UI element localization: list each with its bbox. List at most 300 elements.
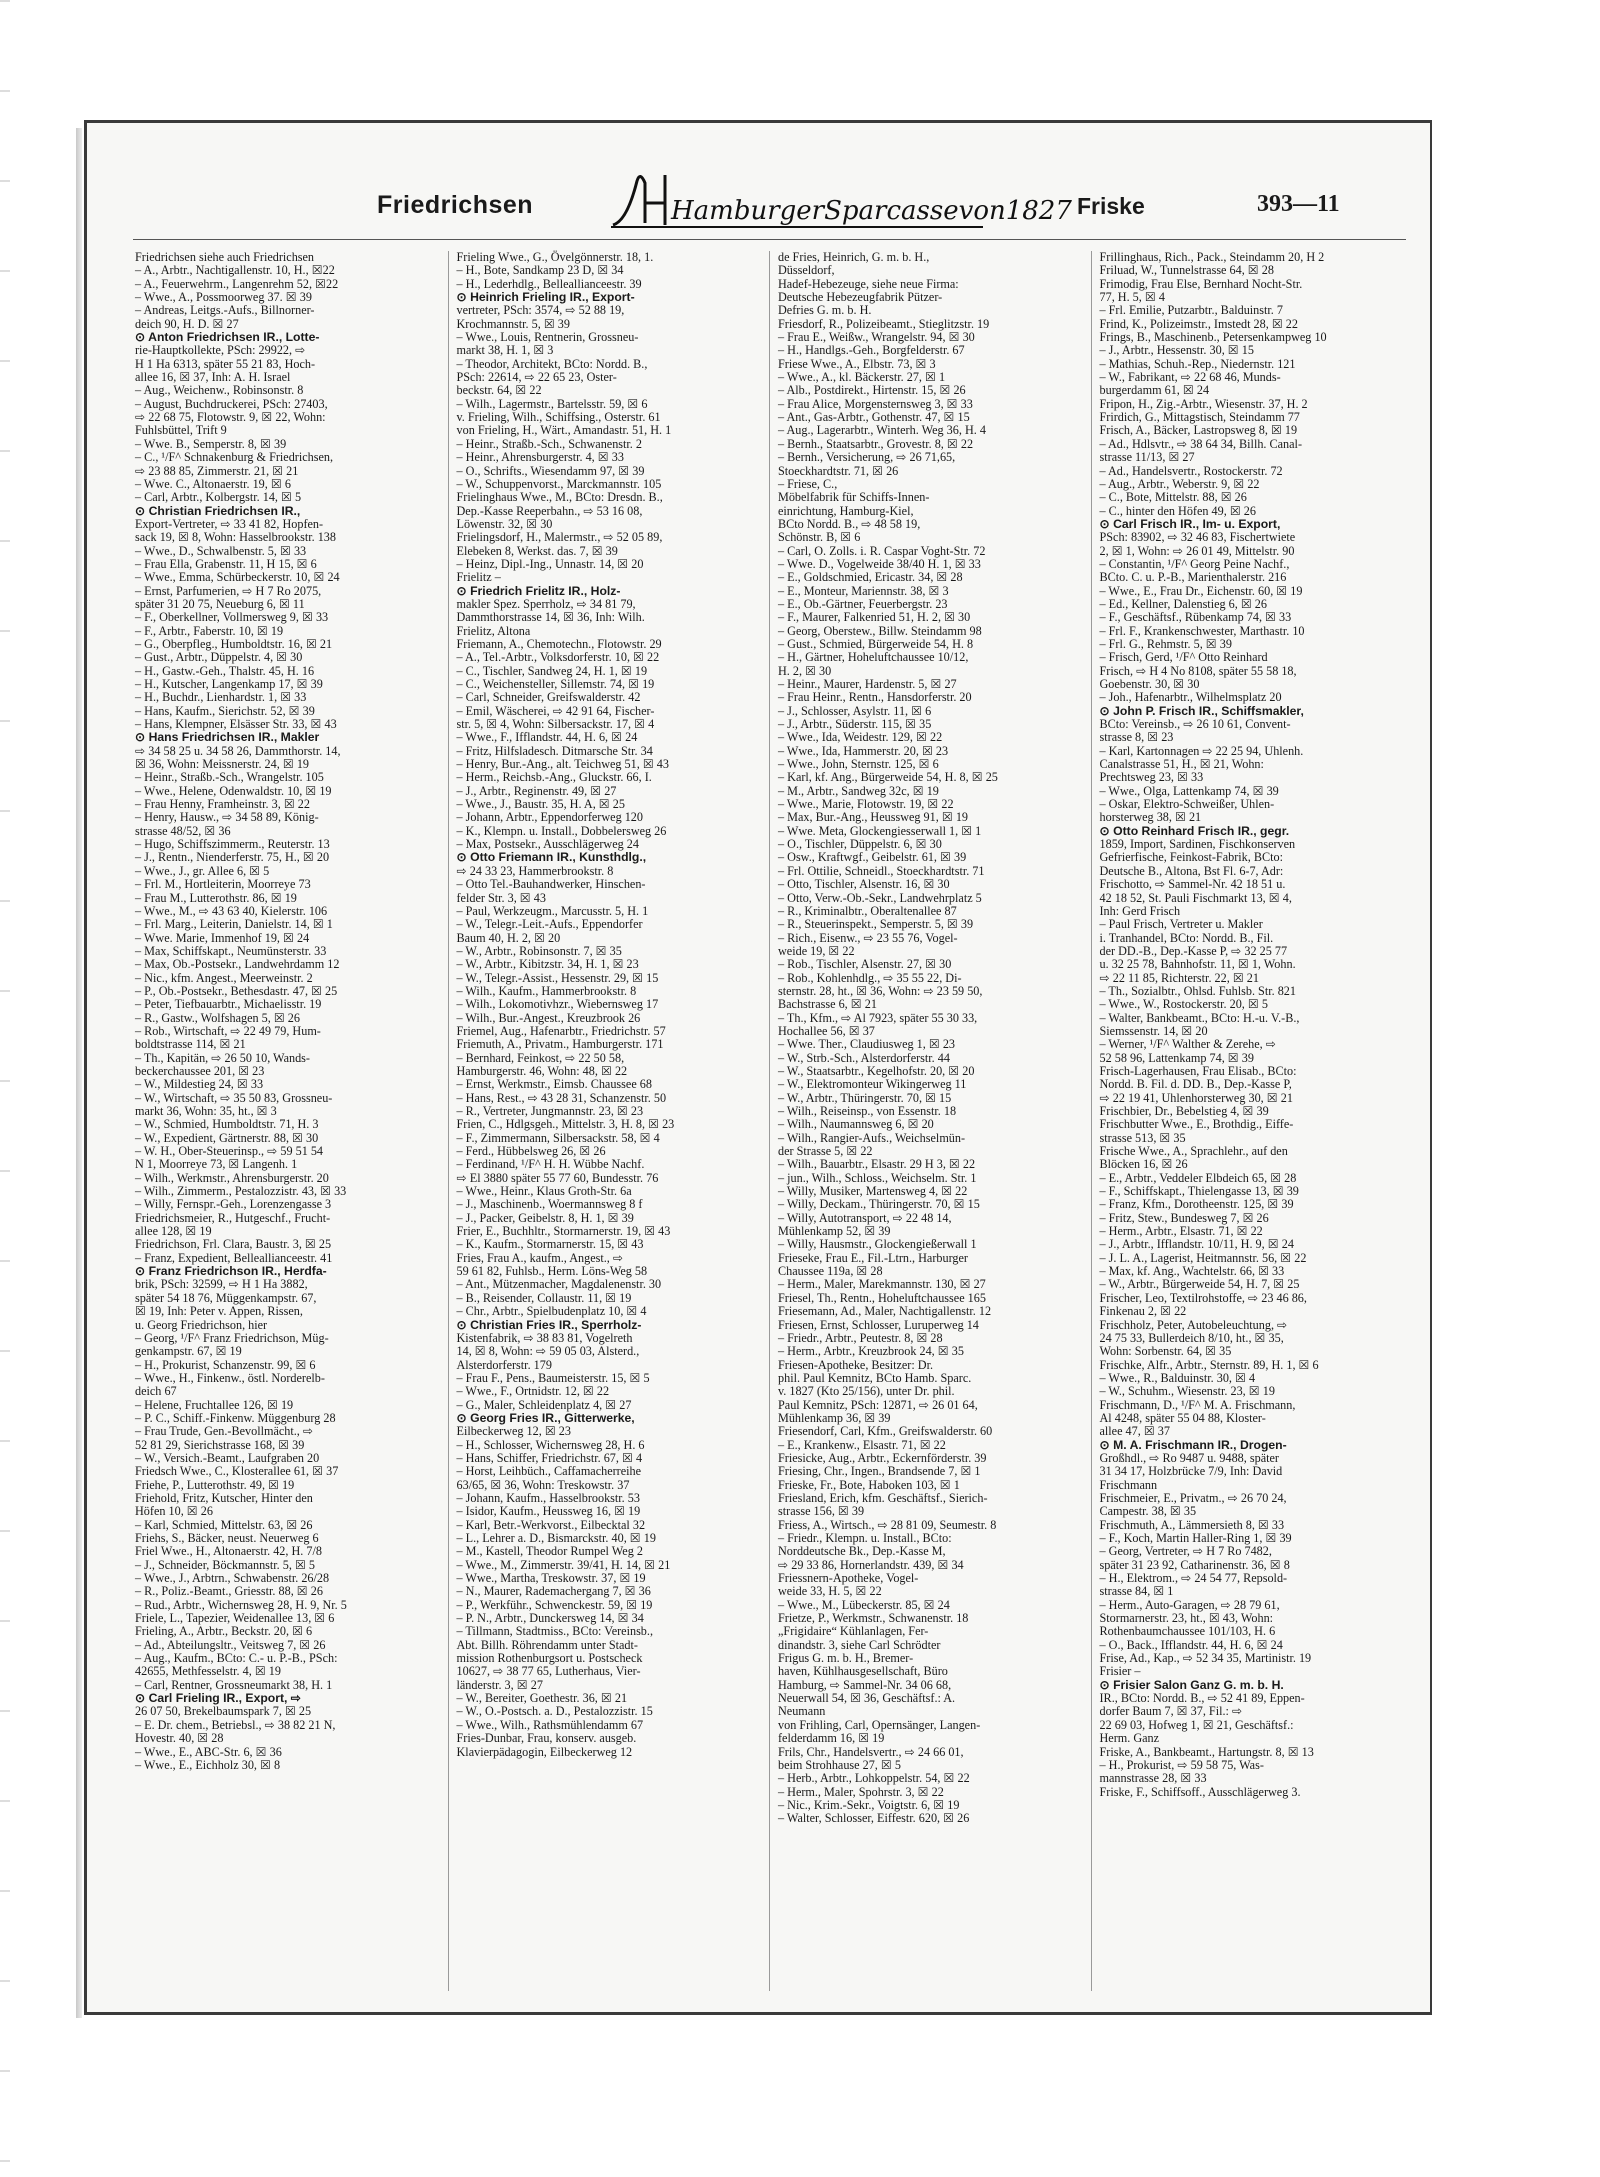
- directory-entry-line: – Frau Heinr., Rentn., Hansdorferstr. 20: [778, 690, 972, 705]
- directory-entry-line: 10627, ⇨ 38 77 65, Lutherhaus, Vier-: [456, 1664, 641, 1679]
- directory-entry-line: – Wilh., Kaufm., Hammerbrookstr. 8: [456, 983, 637, 998]
- directory-entry-line: Friele, L., Tapezier, Weidenallee 13, ☒ 6: [135, 1611, 335, 1626]
- directory-entry-line: – Wilh., Lokomotivhzr., Wiebernsweg 17: [456, 997, 659, 1012]
- directory-entry-line: Friesendorf, Carl, Kfm., Greifswalderstr. 60: [778, 1424, 993, 1439]
- directory-entry-line: – W., Wirtschaft, ⇨ 35 50 83, Grossneu-: [135, 1090, 333, 1105]
- directory-entry-line: Fuhlsbüttel, Trift 9: [135, 423, 227, 438]
- directory-entry-line: – Wwe., F., Ortnidstr. 12, ☒ 22: [456, 1384, 610, 1399]
- directory-entry-line: – Gust., Schmied, Bürgerweide 54, H. 8: [778, 636, 974, 651]
- directory-entry-line: Hadef-Hebezeuge, siehe neue Firma:: [778, 276, 959, 291]
- directory-entry-line: Friess, A., Wirtsch., ⇨ 28 81 09, Seumestr. 8: [778, 1517, 997, 1532]
- directory-entry-line: – Wwe., W., Rostockerstr. 20, ☒ 5: [1099, 997, 1268, 1012]
- directory-entry-line: dorfer Baum 7, ☒ 37, Fil.: ⇨: [1099, 1704, 1243, 1719]
- directory-entry-line: Mühlenkamp 52, ☒ 39: [778, 1224, 891, 1239]
- directory-entry-line: – J., Schlosser, Asylstr. 11, ☒ 6: [778, 703, 932, 718]
- directory-entry-line: – Wwe., Louis, Rentnerin, Grossneu-: [456, 330, 639, 345]
- directory-entry-line: Frillinghaus, Rich., Pack., Steindamm 20, H 2: [1099, 250, 1325, 264]
- directory-entry-line: – W. H., Ober-Steuerinsp., ⇨ 59 51 54: [135, 1144, 324, 1159]
- directory-entry-line: – Heinr., Straßb.-Sch., Schwanenstr. 2: [456, 436, 642, 451]
- directory-entry-line: – Bernhard, Feinkost, ⇨ 22 50 58,: [456, 1050, 625, 1065]
- directory-entry-line: – Wilh., Bauarbtr., Elsastr. 29 H 3, ☒ 22: [778, 1157, 976, 1172]
- directory-entry-line: 2, ☒ 1, Wohn: ⇨ 26 01 49, Mittelstr. 90: [1099, 543, 1295, 558]
- directory-entry-line: – Frl. Marg., Leiterin, Danielstr. 14, ☒ 1: [135, 917, 333, 932]
- directory-entry-line: Frisch, A., Bäcker, Lastropsweg 8, ☒ 19: [1099, 423, 1298, 438]
- directory-entry-line: – Fritz, Hilfsladesch. Ditmarsche Str. 34: [456, 743, 653, 758]
- directory-entry-line: Frischholz, Peter, Autobeleuchtung, ⇨: [1099, 1317, 1288, 1332]
- directory-entry-line: Friesicke, Aug., Arbtr., Eckernförderstr. 39: [778, 1450, 987, 1465]
- directory-entry-line: – Ad., Hdlsvtr., ⇨ 38 64 34, Billh. Canal-: [1099, 436, 1303, 451]
- directory-entry-line: Friedrichsmeier, R., Hutgeschf., Frucht-: [135, 1210, 331, 1225]
- directory-entry-line: Friesel, Th., Rentn., Hoheluftchaussee 165: [778, 1290, 986, 1305]
- directory-entry-line: – Hans, Kaufm., Sierichstr. 52, ☒ 39: [135, 703, 315, 718]
- directory-entry-line: Prechtsweg 23, ☒ 33: [1099, 770, 1204, 785]
- directory-entry-line: Friese Wwe., A., Elbstr. 73, ☒ 3: [778, 356, 936, 371]
- directory-entry-line: Elebeken 8, Werkst. das. 7, ☒ 39: [456, 543, 618, 558]
- directory-entry-line: – O., Schrifts., Wiesendamm 97, ☒ 39: [456, 463, 645, 478]
- directory-entry-line: – J., Arbtr., Hessenstr. 30, ☒ 15: [1099, 343, 1254, 358]
- directory-entry-line: – Alb., Postdirekt., Hirtenstr. 15, ☒ 26: [778, 383, 966, 398]
- directory-entry-line: horsterweg 38, ☒ 21: [1099, 810, 1202, 825]
- directory-entry-line: Fries, Frau A., kaufm., Angest., ⇨: [456, 1250, 624, 1265]
- directory-entry-line: – Otto, Tischler, Alsenstr. 16, ☒ 30: [778, 877, 950, 892]
- directory-entry-line: – Hans, Schiffer, Friedrichstr. 67, ☒ 4: [456, 1450, 643, 1465]
- directory-entry-line: – Werner, ¹/F^ Walther & Zerehe, ⇨: [1099, 1037, 1276, 1052]
- directory-entry-line: allee 47, ☒ 37: [1099, 1424, 1170, 1439]
- directory-entry-line: ⇨ 29 33 86, Hornerlandstr. 439, ☒ 34: [778, 1557, 964, 1572]
- directory-entry-line: Alsterdorferstr. 179: [456, 1357, 552, 1372]
- directory-entry-line: – P. C., Schiff.-Finkenw. Müggenburg 28: [135, 1410, 336, 1425]
- directory-entry-line: Frieling Wwe., G., Övelgönnerstr. 18, 1.: [456, 250, 654, 264]
- directory-entry-line: – Georg, ¹/F^ Franz Friedrichson, Müg-: [135, 1330, 329, 1345]
- directory-entry-line: – Karl, Betr.-Werkvorst., Eilbecktal 32: [456, 1517, 646, 1532]
- directory-entry-line: – Herm., Auto-Garagen, ⇨ 28 79 61,: [1099, 1597, 1280, 1612]
- directory-entry-line: beim Strohhause 27, ☒ 5: [778, 1757, 901, 1772]
- directory-page: [84, 120, 1432, 2015]
- directory-entry-line: 22 69 03, Hofweg 1, ☒ 21, Geschäftsf.:: [1099, 1717, 1294, 1732]
- directory-entry-line: ⊙ Christian Fries IR., Sperrholz-: [456, 1317, 642, 1332]
- directory-entry-line: Frimodig, Frau Else, Bernhard Nocht-Str.: [1099, 276, 1303, 291]
- directory-entry-line: Paul Kemnitz, PSch: 12871, ⇨ 26 01 64,: [778, 1397, 978, 1412]
- directory-entry-line: Dammthorstrasse 14, ☒ 36, Inh: Wilh.: [456, 610, 645, 625]
- directory-entry-line: – H., Lederhdlg., Belleallianceestr. 39: [456, 276, 642, 291]
- directory-entry-line: i. Tranhandel, BCto: Nordd. B., Fil.: [1099, 930, 1274, 945]
- directory-entry-line: haven, Kühlhausgesellschaft, Büro: [778, 1664, 948, 1679]
- directory-entry-line: Schönstr. B, ☒ 6: [778, 530, 861, 545]
- directory-entry-line: Frischbutter Wwe., E., Brothdig., Eiffe-: [1099, 1117, 1294, 1132]
- directory-entry-line: 77, H. 5, ☒ 4: [1099, 290, 1165, 305]
- directory-entry-line: Frieseke, Frau E., Fil.-Ltrn., Harburger: [778, 1250, 968, 1265]
- directory-entry-line: – W., Schuhm., Wiesenstr. 23, ☒ 19: [1099, 1384, 1275, 1399]
- directory-entry-line: rie-Hauptkollekte, PSch: 29922, ⇨: [135, 343, 306, 358]
- directory-entry-line: – W., Mildestieg 24, ☒ 33: [135, 1077, 264, 1092]
- directory-entry-line: von Frihling, Carl, Opernsänger, Langen-: [778, 1717, 981, 1732]
- directory-entry-line: ⇨ 22 19 41, Uhlenhorsterweg 30, ☒ 21: [1099, 1090, 1293, 1105]
- directory-entry-line: Friemel, Aug., Hafenarbtr., Friedrichstr. 57: [456, 1023, 666, 1038]
- directory-entry-line: – Wwe. Ther., Claudiusweg 1, ☒ 23: [778, 1037, 956, 1052]
- directory-entry-line: – W., Staatsarbtr., Kegelhofstr. 20, ☒ 20: [778, 1063, 975, 1078]
- directory-entry-line: BCto: Vereinsb., ⇨ 26 10 61, Convent-: [1099, 717, 1291, 732]
- directory-entry-line: 52 81 29, Sierichstrasse 168, ☒ 39: [135, 1437, 305, 1452]
- directory-entry-line: ⊙ Franz Friedrichson IR., Herdfa-: [135, 1264, 327, 1279]
- directory-entry-line: – Herm., Arbtr., Kreuzbrook 24, ☒ 35: [778, 1344, 964, 1359]
- directory-entry-line: – Karl, kf. Ang., Bürgerweide 54, H. 8, ☒ 25: [778, 770, 998, 785]
- directory-entry-line: – Friese, C.,: [778, 476, 838, 491]
- directory-entry-line: – Wwe., Ida, Weidestr. 129, ☒ 22: [778, 730, 943, 745]
- directory-entry-line: H 1 Ha 6313, später 55 21 83, Hoch-: [135, 356, 316, 371]
- directory-entry-line: – M., Kastell, Theodor Rumpel Weg 2: [456, 1544, 643, 1559]
- directory-entry-line: H. 2, ☒ 30: [778, 663, 832, 678]
- directory-entry-line: – L., Lehrer a. D., Bismarckstr. 40, ☒ 19: [456, 1531, 656, 1545]
- directory-entry-line: später 54 18 76, Müggenkampstr. 67,: [135, 1290, 317, 1305]
- directory-entry-line: – J., Rentn., Nienderferstr. 75, H., ☒ 20: [135, 850, 330, 865]
- directory-entry-line: – Ferdinand, ¹/F^ H. H. Wübbe Nachf.: [456, 1157, 645, 1172]
- directory-entry-line: sack 19, ☒ 8, Wohn: Hasselbrookstr. 138: [135, 530, 336, 545]
- directory-entry-line: Frieling, A., Arbtr., Beckstr. 20, ☒ 6: [135, 1624, 313, 1639]
- header-rule: [133, 239, 1406, 240]
- bank-banner-logo: [607, 163, 1072, 233]
- scan-shadow: [76, 128, 82, 2018]
- directory-entry-line: Friemann, A., Chemotechn., Flotowstr. 29: [456, 636, 662, 651]
- directory-entry-line: Frischbier, Dr., Bebelstieg 4, ☒ 39: [1099, 1104, 1269, 1118]
- directory-entry-line: Frisch-Lagerhausen, Frau Elisab., BCto:: [1099, 1063, 1297, 1078]
- directory-entry-line: – Wilh., Zimmerm., Pestalozzistr. 43, ☒ 33: [135, 1184, 347, 1199]
- directory-entry-line: mission Rothenburgsort u. Postscheck: [456, 1651, 643, 1666]
- directory-entry-line: – Wwe., F., Ifflandstr. 44, H. 6, ☒ 24: [456, 730, 638, 745]
- directory-entry-line: Rothenbaumchaussee 101/103, H. 6: [1099, 1624, 1276, 1639]
- directory-entry-line: – Paul, Werkzeugm., Marcusstr. 5, H. 1: [456, 903, 649, 918]
- directory-entry-line: – Otto Tel.-Bauhandwerker, Hinschen-: [456, 877, 646, 892]
- directory-entry-line: – Ad., Abteilungsltr., Veitsweg 7, ☒ 26: [135, 1637, 326, 1652]
- directory-entry-line: – jun., Wilh., Schloss., Weichselm. Str. 1: [778, 1170, 977, 1185]
- directory-entry-line: Friel Wwe., H., Altonaerstr. 42, H. 7/8: [135, 1544, 322, 1559]
- directory-entry-line: – F., Zimmermann, Silbersackstr. 58, ☒ 4: [456, 1130, 660, 1145]
- directory-entry-line: – F., Arbtr., Faberstr. 10, ☒ 19: [135, 623, 284, 638]
- directory-entry-line: – Wwe., H., Finkenw., östl. Norderelb-: [135, 1370, 325, 1385]
- directory-entry-line: – H., Gärtner, Hoheluftchaussee 10/12,: [778, 650, 969, 665]
- directory-entry-line: Höfen 10, ☒ 26: [135, 1504, 213, 1519]
- directory-entry-line: Friske, A., Bankbeamt., Hartungstr. 8, ☒ 13: [1099, 1744, 1314, 1759]
- directory-entry-line: – Wwe., J., gr. Allee 6, ☒ 5: [135, 863, 270, 878]
- directory-entry-line: Frisch, ⇨ H 4 No 8108, später 55 58 18,: [1099, 663, 1297, 678]
- directory-entry-line: – H., Schlosser, Wichernsweg 28, H. 6: [456, 1437, 645, 1452]
- directory-entry-line: – Willy, Hausmstr., Glockengießerwall 1: [778, 1237, 977, 1252]
- directory-entry-line: ⊙ M. A. Frischmann IR., Drogen-: [1099, 1437, 1287, 1452]
- directory-entry-line: – Hans, Klempner, Elsässer Str. 33, ☒ 43: [135, 717, 337, 732]
- directory-entry-line: – Wwe., Heinr., Klaus Groth-Str. 6a: [456, 1184, 632, 1199]
- directory-entry-line: boldtstrasse 114, ☒ 21: [135, 1037, 246, 1052]
- directory-entry-line: – E., Goldschmied, Ericastr. 34, ☒ 28: [778, 570, 963, 585]
- directory-entry-line: Friesland, Erich, kfm. Geschäftsf., Sierich-: [778, 1490, 988, 1505]
- directory-entry-line: – W., Arbtr., Thüringerstr. 70, ☒ 15: [778, 1090, 952, 1105]
- directory-entry-line: strasse 11/13, ☒ 27: [1099, 450, 1195, 465]
- directory-entry-line: Frischke, Alfr., Arbtr., Sternstr. 89, H. 1, ☒ 6: [1099, 1357, 1319, 1372]
- directory-entry-line: – Carl, Arbtr., Kolbergstr. 14, ☒ 5: [135, 490, 302, 505]
- directory-entry-line: Düsseldorf,: [778, 263, 835, 278]
- directory-entry-line: – Friedr., Arbtr., Peutestr. 8, ☒ 28: [778, 1330, 943, 1345]
- directory-entry-line: – Herb., Arbtr., Lohkoppelstr. 54, ☒ 22: [778, 1771, 970, 1786]
- directory-entry-line: – Ant., Gas-Arbtr., Gothenstr. 47, ☒ 15: [778, 410, 970, 425]
- directory-entry-line: Frischmeier, E., Privatm., ⇨ 26 70 24,: [1099, 1490, 1287, 1505]
- directory-entry-line: Goebenstr. 30, ☒ 30: [1099, 677, 1200, 691]
- directory-entry-line: – Wwe., E., Eichholz 30, ☒ 8: [135, 1757, 281, 1772]
- directory-entry-line: – Wwe., John, Sternstr. 125, ☒ 6: [778, 757, 939, 772]
- directory-entry-line: Frings, B., Maschinenb., Petersenkampweg 10: [1099, 330, 1327, 345]
- directory-entry-line: markt 38, H. 1, ☒ 3: [456, 343, 554, 358]
- directory-entry-line: – H., Bote, Sandkamp 23 D, ☒ 34: [456, 263, 624, 278]
- directory-entry-line: – Wwe. Meta, Glockengiesserwall 1, ☒ 1: [778, 823, 982, 838]
- directory-entry-line: – Peter, Tiefbauarbtr., Michaelisstr. 19: [135, 997, 322, 1012]
- directory-entry-line: Frielingsdorf, H., Malermstr., ⇨ 52 05 89,: [456, 530, 663, 545]
- directory-entry-line: Deutsche Hebezeugfabrik Pützer-: [778, 290, 943, 305]
- directory-entry-line: – Wilh., Werkmstr., Ahrensburgerstr. 20: [135, 1170, 329, 1185]
- directory-entry-line: – Henry, Hausw., ⇨ 34 58 89, König-: [135, 810, 319, 825]
- directory-entry-line: – W., Elektromonteur Wikingerweg 11: [778, 1077, 967, 1092]
- directory-entry-line: – E., Monteur, Mariennstr. 38, ☒ 3: [778, 583, 949, 598]
- directory-entry-line: – Ed., Kellner, Dalenstieg 6, ☒ 26: [1099, 596, 1267, 611]
- directory-entry-line: länderstr. 3, ☒ 27: [456, 1677, 543, 1692]
- directory-entry-line: 14, ☒ 8, Wohn: ⇨ 59 05 03, Alsterd.,: [456, 1344, 640, 1359]
- column-1: [133, 251, 443, 1991]
- directory-entry-line: Friehe, P., Lutterothstr. 49, ☒ 19: [135, 1477, 295, 1492]
- directory-entry-line: Friesing, Chr., Ingen., Brandsende 7, ☒ 1: [778, 1464, 981, 1479]
- directory-entry-line: Fries-Dunbar, Frau, konserv. ausgeb.: [456, 1731, 637, 1746]
- directory-entry-line: – G., Maler, Schleidenplatz 4, ☒ 27: [456, 1397, 632, 1412]
- directory-entry-line: Al 4248, später 55 04 88, Kloster-: [1099, 1410, 1266, 1425]
- directory-entry-line: Frietze, P., Werkmstr., Schwanenstr. 18: [778, 1611, 969, 1626]
- directory-entry-line: strasse 48/52, ☒ 36: [135, 823, 231, 838]
- directory-entry-line: – Frl. M., Hortleiterin, Moorreye 73: [135, 877, 311, 892]
- directory-entry-line: – Rich., Eisenw., ⇨ 23 55 76, Vogel-: [778, 930, 958, 945]
- directory-entry-line: – J., Schneider, Böckmannstr. 5, ☒ 5: [135, 1557, 316, 1572]
- directory-entry-line: – Wwe., E., Frau Dr., Eichenstr. 60, ☒ 19: [1099, 583, 1303, 598]
- directory-entry-line: Frier, E., Buchhltr., Stormarnerstr. 19, ☒ 43: [456, 1224, 671, 1239]
- directory-entry-line: ⊙ Otto Reinhard Frisch IR., gegr.: [1099, 823, 1290, 838]
- directory-entry-line: – Helene, Fruchtallee 126, ☒ 19: [135, 1397, 294, 1412]
- directory-entry-line: – E. Dr. chem., Betriebsl., ⇨ 38 82 21 N,: [135, 1717, 336, 1732]
- directory-entry-line: – August, Buchdruckerei, PSch: 27403,: [135, 396, 328, 411]
- directory-entry-line: Wohn: Sorbenstr. 64, ☒ 35: [1099, 1344, 1232, 1359]
- directory-entry-line: – J., Arbtr., Süderstr. 115, ☒ 35: [778, 717, 932, 732]
- directory-entry-line: ⇨ 22 68 75, Flotowstr. 9, ☒ 22, Wohn:: [135, 410, 326, 425]
- directory-entry-line: – Wwe., A., Possmoorweg 37. ☒ 39: [135, 290, 312, 305]
- directory-entry-line: Möbelfabrik für Schiffs-Innen-: [778, 490, 930, 505]
- directory-entry-line: – Andreas, Leitgs.-Aufs., Billnorner-: [135, 303, 315, 318]
- directory-entry-line: Friesen-Apotheke, Besitzer: Dr.: [778, 1357, 934, 1372]
- directory-entry-line: – Ernst, Werkmstr., Eimsb. Chaussee 68: [456, 1077, 652, 1092]
- directory-entry-line: – Hugo, Schiffszimmerm., Reuterstr. 13: [135, 837, 330, 852]
- directory-entry-line: Norddeutsche Bk., Dep.-Kasse M,: [778, 1544, 946, 1559]
- directory-entry-line: – Heinr., Straßb.-Sch., Wrangelstr. 105: [135, 770, 324, 785]
- directory-entry-line: brik, PSch: 32599, ⇨ H 1 Ha 3882,: [135, 1277, 308, 1292]
- directory-entry-line: – N., Maurer, Rademachergang 7, ☒ 36: [456, 1584, 651, 1599]
- directory-entry-line: Neumann: [778, 1704, 826, 1719]
- directory-entry-line: sternstr. 28, ht., ☒ 36, Wohn: ⇨ 23 59 50,: [778, 983, 983, 998]
- directory-entry-line: – Wwe., J., Baustr. 35, H. A, ☒ 25: [456, 797, 625, 812]
- directory-entry-line: beckerchaussee 201, ☒ 23: [135, 1063, 265, 1078]
- directory-entry-line: 1859, Import, Sardinen, Fischkonserven: [1099, 837, 1296, 852]
- directory-entry-line: der DD.-B., Dep.-Kasse P, ⇨ 32 25 77: [1099, 943, 1288, 958]
- directory-entry-line: – Wwe. C., Altonaerstr. 19, ☒ 6: [135, 476, 291, 491]
- directory-entry-line: – Isidor, Kaufm., Heussweg 16, ☒ 19: [456, 1504, 641, 1519]
- directory-entry-line: Blöcken 16, ☒ 26: [1099, 1157, 1188, 1172]
- directory-entry-line: BCto Nordd. B., ⇨ 48 58 19,: [778, 516, 921, 531]
- directory-entry-line: – P., Ob.-Postsekr., Bethesdastr. 47, ☒ 25: [135, 983, 338, 998]
- directory-entry-line: – O., Tischler, Düppelstr. 6, ☒ 30: [778, 837, 942, 852]
- directory-columns: [133, 251, 1407, 1991]
- directory-entry-line: mannstrasse 28, ☒ 33: [1099, 1771, 1207, 1786]
- directory-entry-line: – Wwe., Olga, Lattenkamp 74, ☒ 39: [1099, 783, 1279, 798]
- directory-entry-line: – Frl. F., Krankenschwester, Marthastr. 10: [1099, 623, 1305, 638]
- directory-entry-line: beckstr. 64, ☒ 22: [456, 383, 542, 398]
- directory-entry-line: – Frau M., Lutterothstr. 86, ☒ 19: [135, 890, 297, 905]
- directory-entry-line: – Th., Kapitän, ⇨ 26 50 10, Wands-: [135, 1050, 310, 1065]
- directory-entry-line: ⇨ 24 33 23, Hammerbrookstr. 8: [456, 863, 614, 878]
- directory-entry-line: – Th., Kfm., ⇨ Al 7923, später 55 30 33,: [778, 1010, 978, 1025]
- directory-entry-line: Frischer, Leo, Textilrohstoffe, ⇨ 23 46 86,: [1099, 1290, 1307, 1305]
- directory-entry-line: Chaussee 119a, ☒ 28: [778, 1264, 883, 1279]
- directory-entry-line: Hamburgerstr. 46, Wohn: 48, ☒ 22: [456, 1063, 628, 1078]
- directory-entry-line: – Aug., Kaufm., BCto: C.- u. P.-B., PSch:: [135, 1651, 338, 1666]
- directory-entry-line: ⊙ Frisier Salon Ganz G. m. b. H.: [1099, 1677, 1284, 1692]
- directory-entry-line: v. Frieling, Wilh., Schiffsing., Osterstr. 61: [456, 410, 661, 425]
- directory-entry-line: 24 75 33, Bullerdeich 8/10, ht., ☒ 35,: [1099, 1330, 1284, 1345]
- directory-entry-line: – W., Strb.-Sch., Alsterdorferstr. 44: [778, 1050, 950, 1065]
- directory-entry-line: – Wilh., Reiseinsp., von Essenstr. 18: [778, 1104, 957, 1118]
- directory-entry-line: BCto. C. u. P.-B., Marienthalerstr. 216: [1099, 570, 1287, 585]
- directory-entry-line: – Willy, Musiker, Martensweg 4, ☒ 22: [778, 1184, 968, 1199]
- directory-entry-line: strasse 8, ☒ 23: [1099, 730, 1174, 745]
- directory-entry-line: Hovestr. 40, ☒ 28: [135, 1731, 224, 1746]
- directory-entry-line: Export-Vertreter, ⇨ 33 41 82, Hopfen-: [135, 516, 324, 531]
- directory-entry-line: str. 5, ☒ 4, Wohn: Silbersackstr. 17, ☒ 4: [456, 717, 655, 732]
- directory-entry-line: ⊙ Friedrich Frielitz IR., Holz-: [456, 583, 621, 598]
- directory-entry-line: N 1, Moorreye 73, ☒ Langenh. 1: [135, 1157, 298, 1172]
- directory-entry-line: Campestr. 38, ☒ 35: [1099, 1504, 1197, 1519]
- directory-entry-line: – Frau E., Weißw., Wrangelstr. 94, ☒ 30: [778, 330, 975, 345]
- directory-entry-line: burgerdamm 61, ☒ 24: [1099, 383, 1210, 398]
- directory-entry-line: – Frau Alice, Morgensternsweg 3, ☒ 33: [778, 396, 973, 411]
- directory-entry-line: – Rob., Kohlenhdlg., ⇨ 35 55 22, Di-: [778, 970, 962, 985]
- directory-entry-line: – R., Gastw., Wolfshagen 5, ☒ 26: [135, 1010, 300, 1025]
- directory-entry-line: 26 07 50, Brekelbaumspark 7, ☒ 25: [135, 1704, 312, 1719]
- directory-entry-line: – Emil, Wäscherei, ⇨ 42 91 64, Fischer-: [456, 703, 655, 718]
- directory-entry-line: – Ant., Mützenmacher, Magdalenenstr. 30: [456, 1277, 662, 1292]
- directory-entry-line: – Frl. G., Rehmstr. 5, ☒ 39: [1099, 636, 1232, 651]
- directory-entry-line: Friesemann, Ad., Maler, Nachtigallenstr. 12: [778, 1304, 992, 1319]
- directory-entry-line: – Frau Ella, Grabenstr. 11, H 15, ☒ 6: [135, 556, 317, 571]
- directory-entry-line: Baum 40, H. 2, ☒ 20: [456, 930, 561, 945]
- directory-entry-line: – Wwe., R., Balduinstr. 30, ☒ 4: [1099, 1370, 1256, 1385]
- directory-entry-line: Frielinghaus Wwe., M., BCto: Dresdn. B.,: [456, 490, 663, 505]
- directory-entry-line: Neuerwall 54, ☒ 36, Geschäftsf.: A.: [778, 1691, 956, 1706]
- directory-entry-line: – W., Schuppenvorst., Marckmannstr. 105: [456, 476, 662, 491]
- directory-entry-line: Inh: Gerd Frisch: [1099, 903, 1181, 918]
- directory-entry-line: – Willy, Fernspr.-Geh., Lorenzengasse 3: [135, 1197, 332, 1212]
- directory-entry-line: Siemssenstr. 14, ☒ 20: [1099, 1023, 1208, 1038]
- directory-entry-line: PSch: 22614, ⇨ 22 65 23, Oster-: [456, 370, 617, 385]
- banner-text: HamburgerSparcassevon1827: [671, 196, 1072, 226]
- header-left-word: Friedrichsen: [377, 191, 534, 219]
- directory-entry-line: – Herm., Reichsb.-Ang., Gluckstr. 66, I.: [456, 770, 652, 785]
- directory-entry-line: – Otto, Verw.-Ob.-Sekr., Landwehrplatz 5: [778, 890, 982, 905]
- directory-entry-line: – A., Feuerwehrm., Langenrehm 52, ☒22: [135, 276, 339, 291]
- directory-entry-line: ⊙ Hans Friedrichsen IR., Makler: [135, 730, 320, 745]
- directory-entry-line: Frischmann, D., ¹/F^ M. A. Frischmann,: [1099, 1397, 1296, 1412]
- directory-entry-line: – Theodor, Architekt, BCto: Nordd. B.,: [456, 356, 648, 371]
- directory-entry-line: – Ad., Handelsvertr., Rostockerstr. 72: [1099, 463, 1283, 478]
- directory-entry-line: Frischmann: [1099, 1477, 1158, 1492]
- directory-entry-line: – Frau Henny, Framheinstr. 3, ☒ 22: [135, 797, 310, 812]
- directory-entry-line: – H., Handlgs.-Geh., Borgfelderstr. 67: [778, 343, 965, 358]
- directory-entry-line: Frische Wwe., A., Sprachlehr., auf den: [1099, 1144, 1288, 1159]
- directory-entry-line: Frischotto, ⇨ Sammel-Nr. 42 18 51 u.: [1099, 877, 1286, 892]
- directory-entry-line: – Rob., Wirtschaft, ⇨ 22 49 79, Hum-: [135, 1023, 321, 1038]
- directory-entry-line: – W., Expedient, Gärtnerstr. 88, ☒ 30: [135, 1130, 319, 1145]
- directory-entry-line: 31 34 17, Holzbrücke 7/9, Inh: David: [1099, 1464, 1283, 1479]
- directory-entry-line: weide 33, H. 5, ☒ 22: [778, 1584, 882, 1599]
- binding-edge: [0, 0, 10, 2177]
- directory-entry-line: ☒ 36, Wohn: Meissnerstr. 24, ☒ 19: [135, 757, 310, 772]
- directory-entry-line: Löwenstr. 32, ☒ 30: [456, 516, 553, 531]
- directory-entry-line: markt 36, Wohn: 35, ht., ☒ 3: [135, 1104, 277, 1118]
- directory-entry-line: – Frau F., Pens., Baumeisterstr. 15, ☒ 5: [456, 1370, 650, 1385]
- directory-entry-line: dinandstr. 3, siehe Carl Schrödter: [778, 1637, 941, 1652]
- directory-entry-line: – Wwe., M., ⇨ 43 63 40, Kielerstr. 106: [135, 903, 328, 918]
- directory-entry-line: – K., Klempn. u. Install., Dobbelersweg 26: [456, 823, 667, 838]
- directory-entry-line: felder Str. 3, ☒ 43: [456, 890, 546, 905]
- directory-entry-line: – Wwe., E., ABC-Str. 6, ☒ 36: [135, 1744, 282, 1759]
- directory-entry-line: – Gust., Arbtr., Düppelstr. 4, ☒ 30: [135, 650, 303, 665]
- directory-entry-line: – Oskar, Elektro-Schweißer, Uhlen-: [1099, 797, 1275, 812]
- directory-entry-line: – Willy, Deckam., Thüringerstr. 70, ☒ 15: [778, 1197, 980, 1212]
- directory-entry-line: – B., Reisender, Collaustr. 11, ☒ 19: [456, 1290, 632, 1305]
- directory-entry-line: – Carl, O. Zolls. i. R. Caspar Voght-Str. 72: [778, 543, 986, 558]
- directory-entry-line: – Max, Ob.-Postsekr., Landwehrdamm 12: [135, 957, 340, 972]
- directory-entry-line: ⇨ 34 58 25 u. 34 58 26, Dammthorstr. 14,: [135, 743, 341, 758]
- directory-entry-line: Friehs, S., Bäcker, neust. Neuerweg 6: [135, 1531, 319, 1545]
- directory-entry-line: Stoeckhardtstr. 71, ☒ 26: [778, 463, 899, 478]
- directory-entry-line: vertreter, PSch: 3574, ⇨ 52 88 19,: [456, 303, 625, 318]
- directory-entry-line: Klavierpädagogin, Eilbeckerweg 12: [456, 1744, 633, 1759]
- directory-entry-line: – W., Arbtr., Kibitzstr. 34, H. 1, ☒ 23: [456, 957, 639, 972]
- directory-entry-line: Bachstrasse 6, ☒ 21: [778, 997, 877, 1012]
- directory-entry-line: Großhdl., ⇨ Ro 9487 u. 9488, später: [1099, 1450, 1279, 1465]
- directory-entry-line: Herm. Ganz: [1099, 1731, 1160, 1746]
- directory-entry-line: strasse 84, ☒ 1: [1099, 1584, 1174, 1599]
- directory-entry-line: später 31 23 92, Catharinenstr. 36, ☒ 8: [1099, 1557, 1290, 1572]
- directory-entry-line: – Wilh., Bur.-Angest., Kreuzbrook 26: [456, 1010, 641, 1025]
- directory-entry-line: – W., Arbtr., Robinsonstr. 7, ☒ 35: [456, 943, 622, 958]
- directory-entry-line: – Wwe., Marie, Flotowstr. 19, ☒ 22: [778, 797, 954, 812]
- directory-entry-line: ⊙ Anton Friedrichsen IR., Lotte-: [135, 330, 320, 345]
- directory-entry-line: Frielitz, Altona: [456, 623, 531, 638]
- directory-entry-line: Friesen, Ernst, Schlosser, Luruperweg 14: [778, 1317, 979, 1332]
- directory-entry-line: – Frau Trude, Gen.-Bevollmächt., ⇨: [135, 1424, 314, 1439]
- directory-entry-line: Friesdorf, R., Polizeibeamt., Stieglitzstr. 19: [778, 316, 990, 331]
- directory-entry-line: – R., Poliz.-Beamt., Griesstr. 88, ☒ 26: [135, 1584, 323, 1599]
- directory-entry-line: – R., Kriminalbtr., Oberaltenallee 87: [778, 903, 957, 918]
- directory-entry-line: Canalstrasse 51, H., ☒ 21, Wohn:: [1099, 757, 1264, 772]
- directory-entry-line: – Osw., Kraftwgf., Geibelstr. 61, ☒ 39: [778, 850, 967, 865]
- directory-entry-line: – F., Koch, Martin Haller-Ring 1, ☒ 39: [1099, 1531, 1292, 1545]
- directory-entry-line: – Heinz, Dipl.-Ing., Unnastr. 14, ☒ 20: [456, 556, 644, 571]
- directory-entry-line: – Rob., Tischler, Alsenstr. 27, ☒ 30: [778, 957, 952, 972]
- directory-entry-line: Friluad, W., Tunnelstrasse 64, ☒ 28: [1099, 263, 1274, 278]
- directory-entry-line: – E., Ob.-Gärtner, Feuerbergstr. 23: [778, 596, 948, 611]
- directory-entry-line: – F., Oberkellner, Vollmersweg 9, ☒ 33: [135, 610, 329, 625]
- directory-entry-line: – E., Krankenw., Elsastr. 71, ☒ 22: [778, 1437, 946, 1452]
- directory-entry-line: – Aug., Lagerarbtr., Winterh. Weg 36, H. 4: [778, 423, 986, 438]
